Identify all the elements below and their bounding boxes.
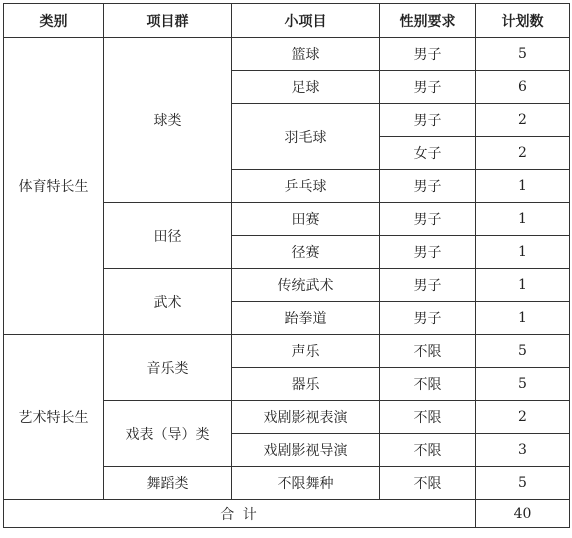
- item-cell: 不限舞种: [232, 467, 380, 500]
- count-cell: 6: [476, 71, 570, 104]
- count-cell: 1: [476, 236, 570, 269]
- gender-cell: 男子: [380, 104, 476, 137]
- category-cell: 艺术特长生: [4, 335, 104, 500]
- total-value: 40: [476, 500, 570, 528]
- total-row: [4, 500, 570, 528]
- table-row: [4, 335, 570, 368]
- item-cell: 篮球: [232, 38, 380, 71]
- count-cell: 5: [476, 467, 570, 500]
- count-cell: 2: [476, 137, 570, 170]
- gender-cell: 男子: [380, 269, 476, 302]
- category-cell: 体育特长生: [4, 38, 104, 335]
- gender-cell: 不限: [380, 401, 476, 434]
- total-label: 合 计: [4, 500, 476, 528]
- item-cell: 径赛: [232, 236, 380, 269]
- group-cell: 音乐类: [104, 335, 232, 401]
- header-item: 小项目: [232, 4, 380, 38]
- count-cell: 5: [476, 368, 570, 401]
- gender-cell: 男子: [380, 170, 476, 203]
- group-cell: 武术: [104, 269, 232, 335]
- table-row: [4, 38, 570, 71]
- count-cell: 1: [476, 203, 570, 236]
- gender-cell: 不限: [380, 335, 476, 368]
- gender-cell: 男子: [380, 236, 476, 269]
- gender-cell: 不限: [380, 368, 476, 401]
- gender-cell: 女子: [380, 137, 476, 170]
- count-cell: 1: [476, 269, 570, 302]
- group-cell: 舞蹈类: [104, 467, 232, 500]
- group-cell: 田径: [104, 203, 232, 269]
- item-cell: 戏剧影视表演: [232, 401, 380, 434]
- item-cell: 跆拳道: [232, 302, 380, 335]
- header-gender: 性别要求: [380, 4, 476, 38]
- count-cell: 5: [476, 335, 570, 368]
- header-group: 项目群: [104, 4, 232, 38]
- item-cell: 足球: [232, 71, 380, 104]
- count-cell: 1: [476, 170, 570, 203]
- item-cell: 戏剧影视导演: [232, 434, 380, 467]
- gender-cell: 男子: [380, 38, 476, 71]
- count-cell: 5: [476, 38, 570, 71]
- item-cell: 传统武术: [232, 269, 380, 302]
- item-cell: 羽毛球: [232, 104, 380, 170]
- gender-cell: 不限: [380, 434, 476, 467]
- gender-cell: 男子: [380, 203, 476, 236]
- group-cell: 球类: [104, 38, 232, 203]
- item-cell: 声乐: [232, 335, 380, 368]
- gender-cell: 男子: [380, 302, 476, 335]
- gender-cell: 不限: [380, 467, 476, 500]
- count-cell: 1: [476, 302, 570, 335]
- item-cell: 乒乓球: [232, 170, 380, 203]
- header-count: 计划数: [476, 4, 570, 38]
- count-cell: 3: [476, 434, 570, 467]
- item-cell: 器乐: [232, 368, 380, 401]
- header-category: 类别: [4, 4, 104, 38]
- gender-cell: 男子: [380, 71, 476, 104]
- enrollment-plan-table: [3, 3, 570, 528]
- group-cell: 戏表（导）类: [104, 401, 232, 467]
- header-row: [4, 4, 570, 38]
- count-cell: 2: [476, 401, 570, 434]
- count-cell: 2: [476, 104, 570, 137]
- item-cell: 田赛: [232, 203, 380, 236]
